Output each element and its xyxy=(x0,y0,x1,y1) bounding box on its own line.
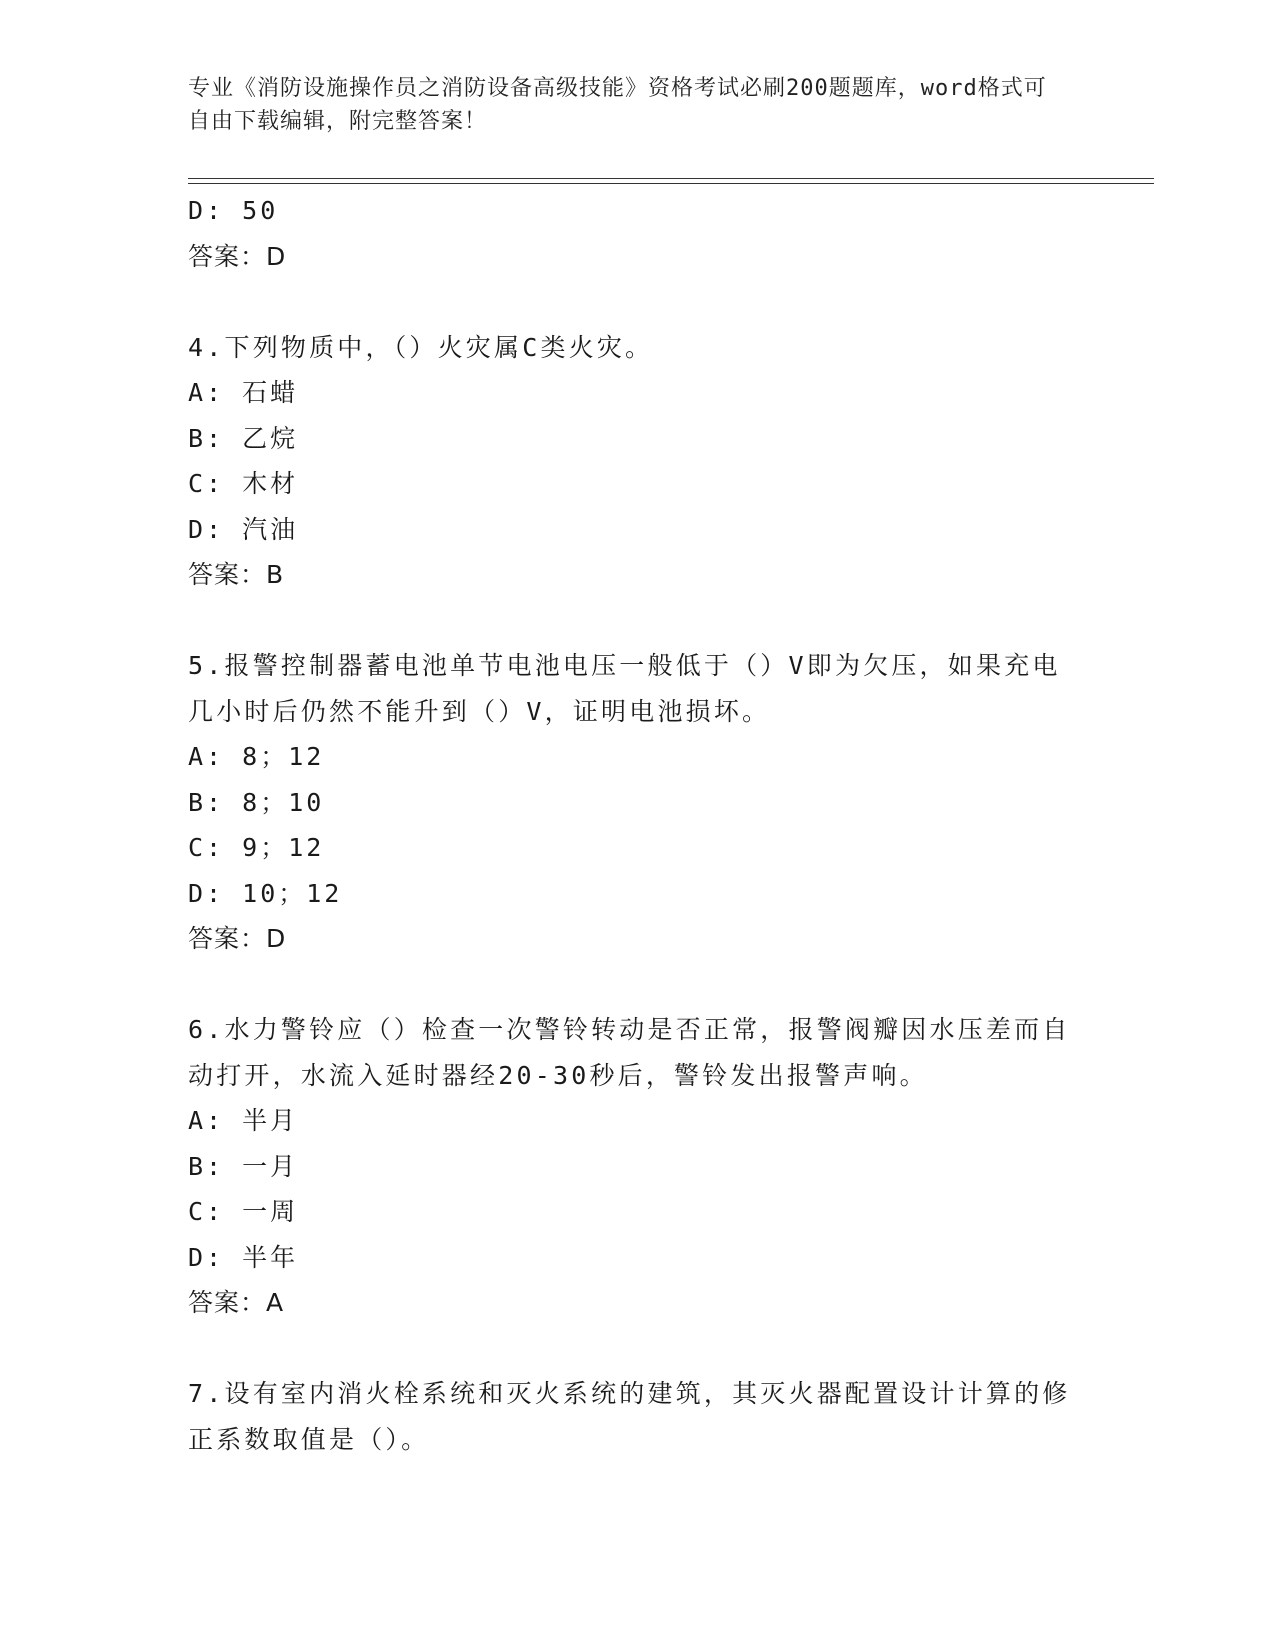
option-c: C: 一周 xyxy=(188,1197,299,1226)
spacer xyxy=(188,962,1088,1008)
option-d: D: 10；12 xyxy=(188,878,343,908)
answer-line: 答案：D xyxy=(188,241,287,271)
option-b: B: 乙烷 xyxy=(188,423,299,453)
question-stem: 5.报警控制器蓄电池单节电池电压一般低于（）V即为欠压，如果充电几小时后仍然不能升到（）V，证明电池损坏。 xyxy=(188,651,1061,726)
question-stem: 6.水力警铃应（）检查一次警铃转动是否正常，报警阀瓣因水压差而自动打开，水流入延时器经20-30秒后，警铃发出报警声响。 xyxy=(188,1015,1071,1090)
question-stem: 7.设有室内消火栓系统和灭火系统的建筑，其灭火器配置设计计算的修正系数取值是（）。 xyxy=(188,1379,1071,1454)
answer-line: 答案：A xyxy=(188,1288,285,1317)
question-stem: 4.下列物质中，（）火灾属C类火灾。 xyxy=(188,332,654,362)
spacer xyxy=(188,598,1088,644)
option-b: B: 一月 xyxy=(188,1151,299,1181)
answer-line: 答案：D xyxy=(188,924,287,953)
option-a: A: 石蜡 xyxy=(188,378,299,407)
document-header: 专业《消防设施操作员之消防设备高级技能》资格考试必刷200题题库，word格式可自由下载编辑，附完整答案！ xyxy=(188,76,1047,134)
document-body xyxy=(188,188,1088,1462)
spacer xyxy=(188,279,1088,325)
answer-line: 答案：B xyxy=(188,560,285,589)
header-divider-top xyxy=(188,178,1154,179)
question-3-tail xyxy=(188,188,1088,279)
option-a: A: 8；12 xyxy=(188,742,325,771)
question-5 xyxy=(188,643,1088,962)
option-c: C: 木材 xyxy=(188,469,299,498)
option-c: C: 9；12 xyxy=(188,833,325,862)
header-divider-bottom xyxy=(188,183,1154,184)
option-d: D: 50 xyxy=(188,196,279,225)
question-6 xyxy=(188,1007,1088,1326)
option-d: D: 半年 xyxy=(188,1242,299,1272)
option-b: B: 8；10 xyxy=(188,787,325,817)
option-a: A: 半月 xyxy=(188,1106,299,1135)
question-7 xyxy=(188,1371,1088,1462)
option-d: D: 汽油 xyxy=(188,514,299,544)
question-4 xyxy=(188,325,1088,598)
spacer xyxy=(188,1326,1088,1372)
